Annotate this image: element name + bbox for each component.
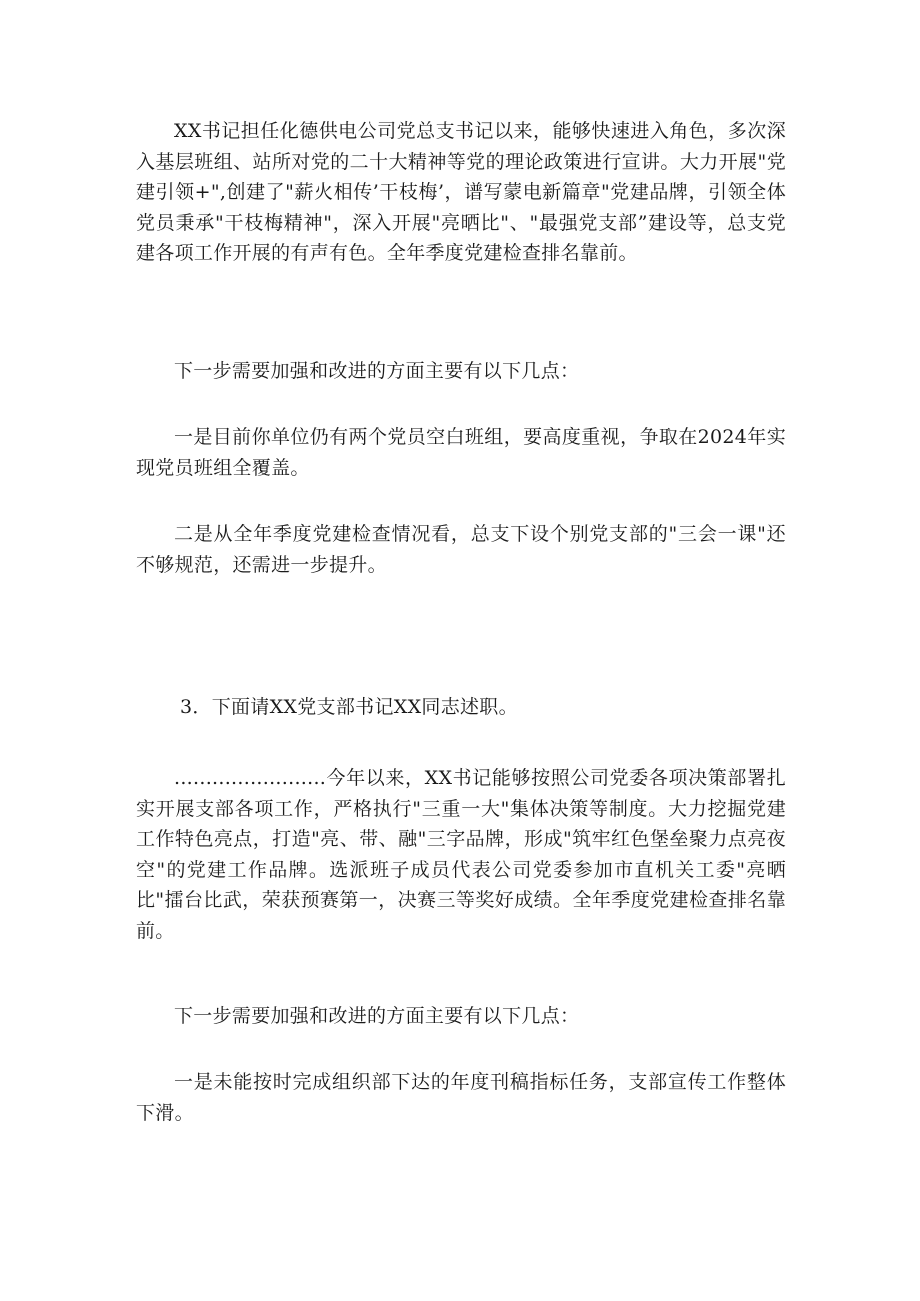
paragraph-section-heading-3: 3．下面请XX党支部书记XX同志述职。 (180, 696, 518, 718)
paragraph-secretary-review-1: XX书记担任化德供电公司党总支书记以来，能够快速进入角色，多次深入基层班组、站所对党的二十大精神等党的理论政策进行宣讲。大力开展"党建引领+",创建了"薪火相传’干枝梅’，谱写蒙电新篇章"党建品牌，引领全体党员秉承"干枝梅精神"，深入开展"亮晒比"、"最强党支部”建设等，总支党建各项工作开展的有声有色。全年季度党建检查排名靠前。 (136, 120, 786, 264)
paragraph-improvement-intro-2: 下一步需要加强和改进的方面主要有以下几点： (174, 1005, 580, 1027)
paragraph-point-one-2: 一是未能按时完成组织部下达的年度刊稿指标任务，支部宣传工作整体下滑。 (136, 1071, 786, 1124)
paragraph-improvement-intro-1: 下一步需要加强和改进的方面主要有以下几点： (174, 360, 580, 382)
paragraph-secretary-review-2: ........................今年以来，XX书记能够按照公司党委各项决策部署扎实开展支部各项工作，严格执行"三重一大"集体决策等制度。大力挖掘党建工作特色亮点，打造"亮、带、融"三字品牌，形成"筑牢红色堡垒聚力点亮夜空"的党建工作品牌。选派班子成员代表公司党委参加市直机关工委"亮晒比"擂台比武，荣获预赛第一，决赛三等奖好成绩。全年季度党建检查排名靠前。 (136, 767, 786, 942)
paragraph-point-two-1: 二是从全年季度党建检查情况看，总支下设个别党支部的"三会一课"还不够规范，还需进一步提升。 (136, 523, 786, 576)
paragraph-point-one-1: 一是目前你单位仍有两个党员空白班组，要高度重视，争取在2024年实现党员班组全覆盖。 (136, 426, 786, 479)
